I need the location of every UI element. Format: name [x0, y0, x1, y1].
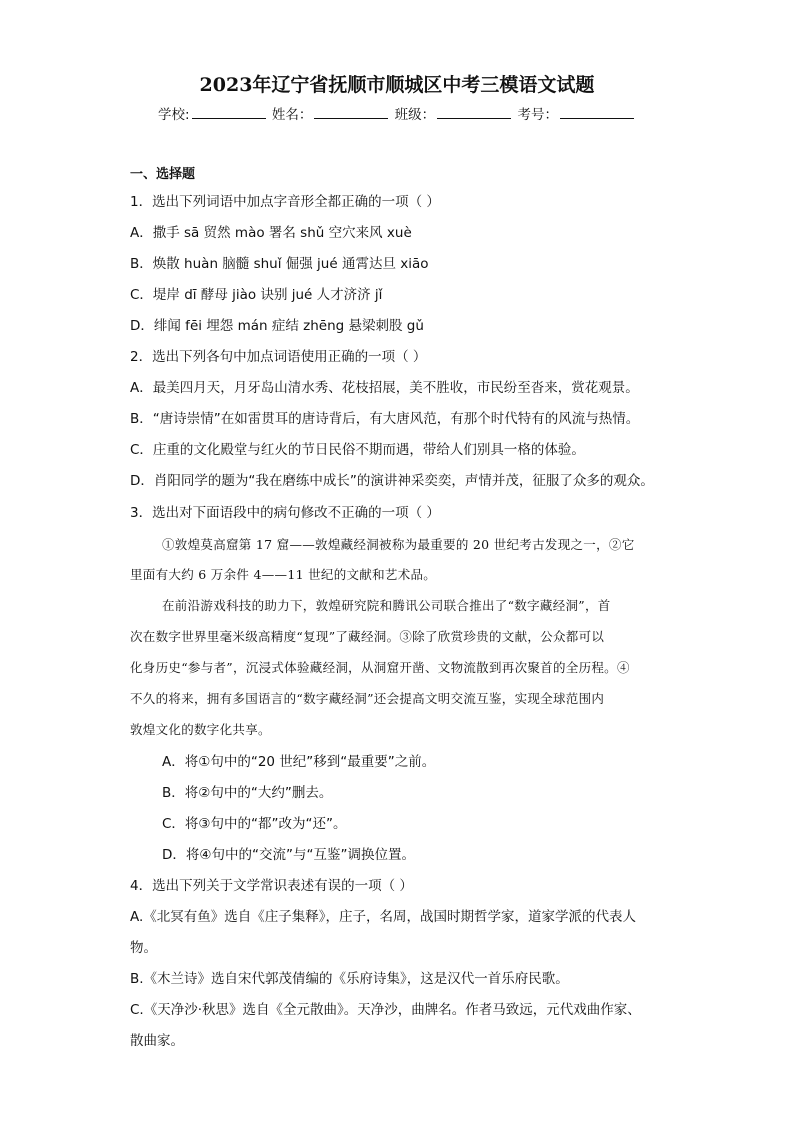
class-blank: [437, 106, 511, 119]
school-label: 学校:: [158, 107, 190, 123]
question-3-option-c: C．将③句中的“都”改为“还”。: [162, 816, 347, 832]
school-blank: [192, 106, 266, 119]
class-label: 班级：: [394, 107, 436, 123]
section-heading: 一、选择题: [130, 167, 196, 182]
question-4-option-c: C.《天净沙·秋思》选自《全元散曲》。天净沙，曲牌名。作者马致远，元代戏曲作家、: [130, 1002, 641, 1018]
question-2-option-c: C．庄重的文化殿堂与红火的节日民俗不期而遇，带给人们别具一格的体验。: [130, 442, 585, 458]
question-1-stem: 1．选出下列词语中加点字音形全都正确的一项（ ）: [130, 194, 440, 210]
question-2-option-b: B．“唐诗崇情”在如雷贯耳的唐诗背后，有大唐风范，有那个时代特有的风流与热情。: [130, 411, 640, 427]
name-blank: [314, 106, 388, 119]
question-4-option-b: B.《木兰诗》选自宋代郭茂倩编的《乐府诗集》，这是汉代一首乐府民歌。: [130, 971, 569, 987]
question-1-option-a: A．撒手 sā 贸然 mào 署名 shǔ 空穴来风 xuè: [130, 225, 412, 241]
name-label: 姓名：: [271, 107, 313, 123]
passage-line: 敦煌文化的数字化共享。: [130, 722, 271, 737]
question-3-option-b: B．将②句中的“大约”删去。: [162, 785, 333, 801]
passage-line: 里面有大约 6 万余件 4——11 世纪的文献和艺术品。: [130, 567, 437, 582]
question-2-option-a: A．最美四月天，月牙岛山清水秀、花枝招展，美不胜收，市民纷至沓来，赏花观景。: [130, 380, 639, 396]
question-4-option-a-cont: 物。: [130, 940, 157, 956]
page-title: 2023年辽宁省抚顺市顺城区中考三模语文试题: [199, 74, 595, 96]
question-1-option-c: C．堤岸 dī 酵母 jiào 诀别 jué 人才济济 jǐ: [130, 287, 383, 303]
question-2-stem: 2．选出下列各句中加点词语使用正确的一项（ ）: [130, 349, 427, 365]
question-1-option-b: B．焕散 huàn 脑髓 shuǐ 倔强 jué 通霄达旦 xiāo: [130, 256, 429, 272]
question-3-stem: 3．选出对下面语段中的病句修改不正确的一项（ ）: [130, 505, 440, 521]
student-info-line: [0, 103, 794, 123]
passage-line: 不久的将来，拥有多国语言的“数字藏经洞”还会提高文明交流互鉴，实现全球范围内: [130, 691, 605, 706]
passage-line: ①敦煌莫高窟第 17 窟——敦煌藏经洞被称为最重要的 20 世纪考古发现之一，②它: [162, 537, 635, 552]
exam-number-blank: [560, 106, 634, 119]
question-1-option-d: D．绯闻 fēi 埋怨 mán 症结 zhēng 悬梁刺股 gǔ: [130, 318, 424, 334]
passage-line: 次在数字世界里毫米级高精度“复现”了藏经洞。③除了欣赏珍贵的文献，公众都可以: [130, 629, 605, 644]
passage-line: 在前沿游戏科技的助力下，敦煌研究院和腾讯公司联合推出了“数字藏经洞”，首: [162, 598, 611, 613]
question-3-option-d: D．将④句中的“交流”与“互鉴”调换位置。: [162, 847, 415, 863]
question-2-option-d: D．肖阳同学的题为“我在磨练中成长”的演讲神采奕奕，声情并茂，征服了众多的观众。: [130, 473, 654, 489]
question-4-stem: 4．选出下列关于文学常识表述有误的一项（ ）: [130, 878, 413, 894]
passage-line: 化身历史“参与者”，沉浸式体验藏经洞，从洞窟开凿、文物流散到再次聚首的全历程。④: [130, 660, 630, 675]
question-3-option-a: A．将①句中的“20 世纪”移到“最重要”之前。: [162, 754, 436, 770]
question-4-option-c-cont: 散曲家。: [130, 1033, 184, 1049]
exam-number-label: 考号：: [517, 107, 558, 123]
question-4-option-a: A.《北冥有鱼》选自《庄子集释》，庄子，名周，战国时期哲学家，道家学派的代表人: [130, 909, 637, 925]
